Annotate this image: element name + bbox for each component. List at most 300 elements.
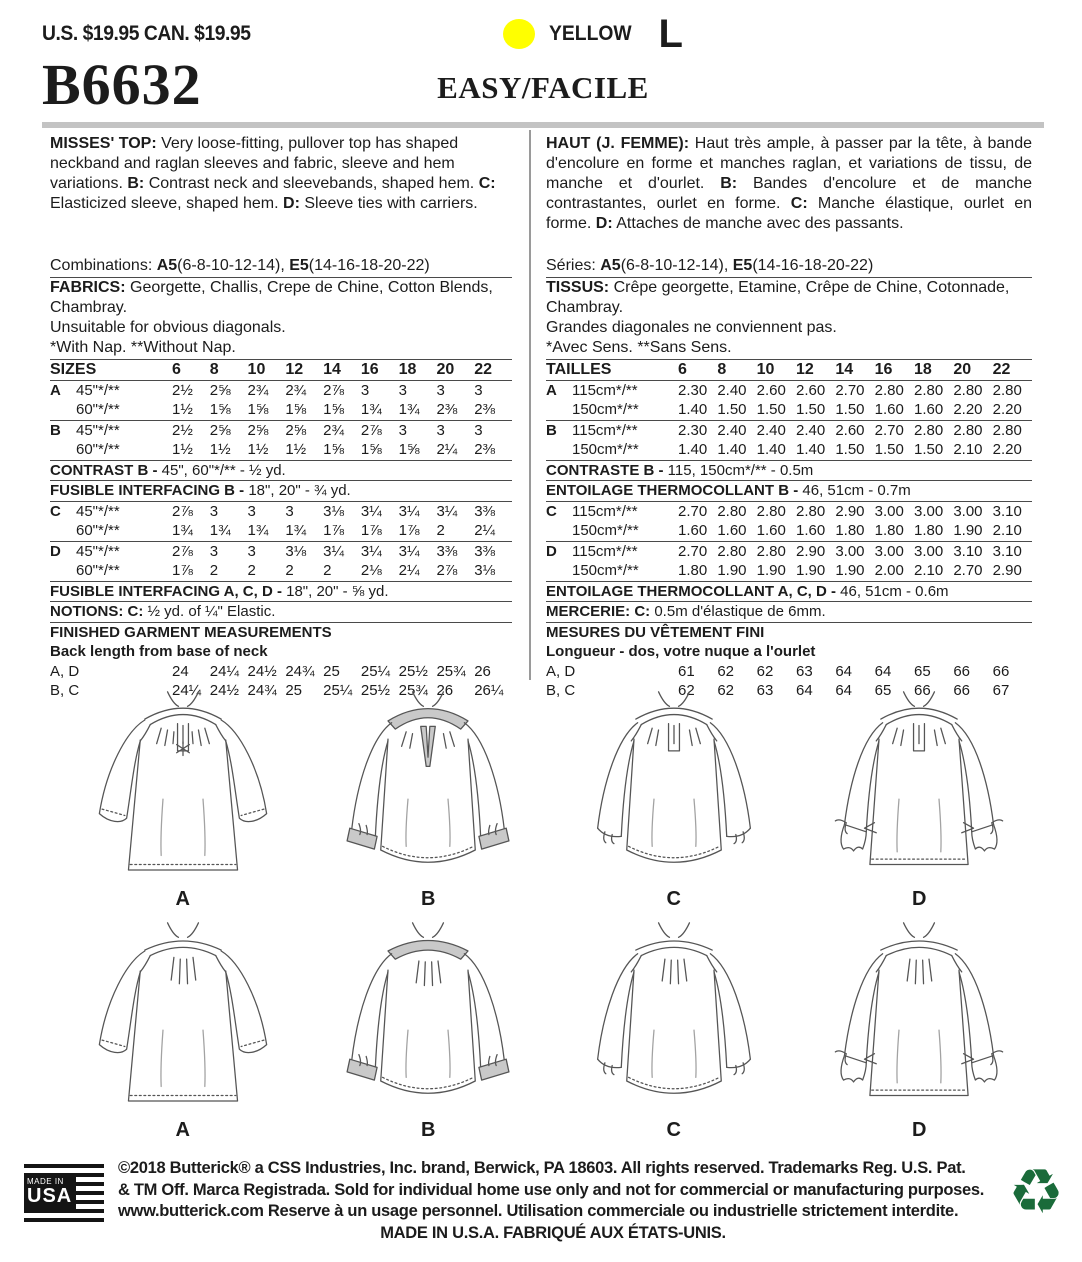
table-note [50, 582, 512, 602]
width-label: 150cm*/** [572, 401, 639, 418]
measure-value: 24 [172, 662, 189, 680]
text-segment: FUSIBLE INTERFACING A, C, D - [50, 582, 287, 600]
text-segment: *With Nap. **Without Nap. [50, 339, 236, 356]
measure-value: 64 [835, 662, 853, 680]
yardage-value: 3¼ [323, 542, 344, 560]
text-segment: Back length from base of neck [50, 643, 268, 660]
text-segment: NOTIONS: C: [50, 603, 144, 620]
yardage-value: 2⅜ [436, 401, 458, 418]
view-label: B [421, 888, 436, 910]
footer [24, 1158, 1072, 1254]
column-header: 12 [285, 361, 304, 378]
text-segment: (6-8-10-12-14), [620, 257, 733, 274]
text-segment: ENTOILAGE THERMOCOLLANT B - [546, 482, 803, 499]
text-segment: 45", 60"*/** - ½ yd. [161, 461, 286, 479]
yardage-value: 2⅝ [285, 421, 307, 439]
yardage-value: 1.40 [795, 441, 826, 458]
column-divider [529, 130, 531, 680]
yardage-value: 2.30 [678, 421, 708, 439]
text-segment: TISSUS: [546, 279, 610, 296]
measure-value: 24½ [209, 682, 239, 699]
unsuitable-en [50, 318, 512, 338]
measure-value: 66 [953, 662, 971, 680]
text-segment: Very loose-fitting, pullover top has shaped neckband and raglan sleeves and fabric, sleeve and hem variations. [50, 135, 459, 192]
yardage-value: 3.10 [953, 542, 983, 560]
column-header: 8 [209, 361, 219, 378]
combinations-fr [546, 256, 1032, 278]
text-segment: FABRICS: [50, 279, 126, 296]
yardage-value: 3 [474, 421, 483, 439]
view-letter: B [50, 421, 61, 439]
yardage-value: 1.90 [717, 562, 747, 579]
yardage-value: 2.00 [874, 562, 904, 579]
yardage-value: 1½ [172, 401, 193, 418]
table-row [50, 521, 512, 542]
yardage-value: 2.80 [717, 502, 747, 520]
description-fr [546, 134, 1032, 256]
text-segment: Elasticized sleeve, shaped hem. [50, 195, 284, 212]
yardage-value: 3⅛ [323, 502, 344, 520]
measure-value: 66 [913, 682, 931, 699]
text-segment: CONTRAST B - [50, 461, 162, 479]
table-row [546, 440, 1032, 461]
measure-value: 25¼ [323, 682, 353, 699]
width-label: 115cm*/** [572, 542, 638, 560]
english-column [50, 134, 512, 701]
yardage-value: 1¾ [398, 401, 420, 418]
measure-value: 26 [474, 662, 491, 680]
yardage-value: 3 [209, 542, 219, 560]
view-label: A [175, 1119, 190, 1141]
text-segment: ½ yd. of ¼" Elastic. [143, 603, 276, 620]
yardage-value: 1.40 [717, 441, 747, 458]
yardage-value: 1⅞ [172, 562, 193, 579]
yardage-value: 1⅝ [323, 441, 344, 458]
table-row [50, 440, 512, 461]
yardage-value: 2.80 [874, 381, 904, 399]
view-label: B [421, 1119, 436, 1141]
yardage-value: 3.00 [913, 502, 944, 520]
view-label: D [912, 888, 927, 910]
yardage-value: 2.80 [795, 502, 826, 520]
yardage-value: 1.60 [717, 522, 747, 539]
yardage-value: 3 [474, 381, 483, 399]
nap-note-fr [546, 338, 1032, 358]
yardage-value: 2.10 [913, 562, 944, 579]
table-heading [50, 623, 512, 643]
yardage-value: 1.50 [874, 441, 904, 458]
yardage-value: 1⅝ [209, 401, 231, 418]
width-label: 60"*/** [76, 441, 120, 458]
yardage-value: 2 [323, 562, 332, 579]
text-segment: E5 [289, 257, 309, 274]
yardage-value: 2.10 [953, 441, 983, 458]
measure-value: 63 [795, 662, 813, 680]
table-row [546, 642, 1032, 662]
text-segment: www.butterick.com [118, 1202, 264, 1220]
text-segment: & TM Off. Marca Registrada. Sold for individual home use only and not for commercial or manufacturing purposes. [118, 1180, 985, 1199]
yardage-value: 3 [285, 502, 294, 520]
width-label: 150cm*/** [572, 522, 639, 539]
yardage-value: 2⅞ [172, 502, 193, 520]
blouse-b-front-drawing [315, 690, 541, 890]
yardage-value: 3⅜ [436, 542, 458, 560]
table-row [50, 623, 512, 643]
view-d-back [797, 921, 1043, 1152]
text-segment: CONTRASTE B - [546, 461, 668, 479]
yardage-value: 1.50 [913, 441, 944, 458]
yardage-value: 1½ [247, 441, 269, 458]
yardage-value: 2 [436, 522, 445, 539]
measure-value: 25¾ [398, 682, 428, 699]
yardage-value: 2.30 [678, 381, 708, 399]
table-row [546, 521, 1032, 542]
yardage-value: 2 [285, 562, 294, 579]
yardage-value: 3 [398, 381, 407, 399]
text-segment: C: [478, 175, 496, 192]
yardage-value: 2¾ [247, 381, 269, 399]
width-label: 115cm*/** [572, 381, 638, 399]
column-header: TAILLES [546, 361, 612, 378]
blouse-d-back-drawing [806, 921, 1032, 1121]
column-header: 8 [717, 361, 727, 378]
yardage-value: 2.70 [835, 381, 865, 399]
text-segment: 0.5m d'élastique de 6mm. [650, 603, 826, 620]
text-segment: Bandes d'encolure et de manche contrastantes, ourlet en forme. [546, 175, 1032, 212]
column-header: 6 [172, 361, 181, 378]
width-label: 115cm*/** [572, 502, 638, 520]
measure-value: 65 [874, 682, 892, 699]
yardage-value: 1.80 [874, 522, 904, 539]
yardage-value: 2.20 [992, 441, 1022, 458]
size-letter: L [658, 12, 683, 56]
yardage-value: 2.80 [717, 542, 747, 560]
table-heading [50, 642, 512, 662]
color-name: YELLOW [548, 22, 632, 45]
view-c-front [551, 690, 797, 921]
yardage-value: 1⅝ [360, 441, 382, 458]
yardage-value: 2.80 [992, 421, 1022, 439]
yardage-value: 1.50 [835, 441, 865, 458]
text-segment: C: [790, 195, 808, 212]
column-header: 12 [795, 361, 814, 378]
yardage-value: 3.00 [874, 502, 904, 520]
table-row [50, 642, 512, 662]
yardage-value: 3⅛ [474, 562, 496, 579]
yardage-value: 2.90 [992, 562, 1022, 579]
view-letter: B [546, 421, 557, 439]
table-row [50, 461, 512, 482]
yardage-value: 2.80 [992, 381, 1022, 399]
text-segment: Reserve à un usage personnel. Utilisation commerciale ou industrielle strictement interdite. [263, 1202, 959, 1220]
yardage-value: 3 [247, 502, 256, 520]
yardage-value: 1⅞ [398, 522, 420, 539]
text-segment: Longueur - dos, votre nuque a l'ourlet [546, 643, 816, 660]
yardage-value: 1.40 [678, 441, 708, 458]
table-row [546, 481, 1032, 502]
measure-value: 61 [678, 662, 695, 680]
text-segment: D: [283, 195, 300, 212]
legal-line-4 [118, 1223, 988, 1245]
measure-value: 25 [285, 682, 303, 699]
yardage-value: 2.60 [795, 381, 826, 399]
view-a-back [60, 921, 306, 1152]
table-note [50, 481, 512, 501]
text-segment: FUSIBLE INTERFACING B - [50, 482, 249, 499]
yardage-value: 3.00 [835, 542, 865, 560]
measure-value: 26¼ [474, 682, 504, 699]
yardage-value: 3 [398, 421, 407, 439]
blouse-d-front-drawing [806, 690, 1032, 890]
yardage-value: 2.80 [913, 421, 944, 439]
text-segment: 46, 51cm - 0.6m [840, 582, 949, 600]
yardage-value: 1.80 [835, 522, 865, 539]
description-en [50, 134, 512, 256]
table-row [50, 381, 512, 401]
table-row [546, 542, 1032, 562]
yardage-value: 3⅜ [474, 502, 496, 520]
measure-value: 26 [436, 682, 454, 699]
usa-logo-bottom-text: USA [27, 1184, 73, 1207]
table-row [50, 602, 512, 623]
price-text: U.S. $19.95 CAN. $19.95 [42, 22, 251, 45]
table-row [50, 662, 512, 682]
yardage-value: 2½ [172, 381, 193, 399]
yardage-value: 3¼ [398, 542, 420, 560]
measure-value: 64 [835, 682, 853, 699]
yardage-value: 3⅛ [285, 542, 307, 560]
measure-value: 62 [717, 662, 735, 680]
column-header: 20 [436, 361, 455, 378]
yardage-value: 2.40 [795, 421, 826, 439]
view-letter: A [50, 381, 61, 399]
column-header: 10 [247, 361, 266, 378]
column-header: 22 [474, 361, 493, 378]
text-segment: 115, 150cm*/** - 0.5m [667, 461, 814, 479]
yardage-value: 2½ [172, 421, 193, 439]
yardage-value: 1½ [285, 441, 307, 458]
back-views-row [60, 921, 1042, 1152]
yardage-value: 2.80 [913, 381, 944, 399]
blouse-c-back-drawing [561, 921, 787, 1121]
yardage-value: 2⅝ [247, 421, 269, 439]
yardage-value: 1⅝ [398, 441, 420, 458]
measure-value: 65 [913, 662, 931, 680]
text-segment: MERCERIE: C: [546, 603, 651, 620]
measure-value: 62 [678, 682, 695, 699]
column-header: 18 [913, 361, 932, 378]
measure-value: 24¼ [172, 682, 202, 699]
measure-value: 25¼ [360, 662, 391, 680]
width-label: 45"*/** [76, 381, 120, 399]
text-segment: MESURES DU VÊTEMENT FINI [546, 623, 765, 641]
recycle-icon: ♻ [1008, 1158, 1064, 1227]
text-segment: Combinations: [50, 257, 157, 274]
table-row [50, 400, 512, 421]
table-heading [546, 623, 1032, 643]
text-segment: ENTOILAGE THERMOCOLLANT A, C, D - [546, 582, 841, 600]
column-header: SIZES [50, 361, 97, 378]
text-segment: Attaches de manche avec des passants. [612, 215, 904, 232]
text-segment: Contrast neck and sleevebands, shaped hem. [144, 175, 479, 192]
yardage-value: 1.80 [913, 522, 944, 539]
yardage-value: 1⅞ [360, 522, 382, 539]
garment-illustrations [60, 690, 1042, 1152]
column-header: 20 [953, 361, 972, 378]
yardage-value: 2.70 [678, 542, 708, 560]
view-d-front [797, 690, 1043, 921]
width-label: 60"*/** [76, 562, 120, 579]
yardage-value: 1.90 [835, 562, 865, 579]
text-segment: A5 [600, 257, 621, 274]
measure-value: 25½ [398, 662, 428, 680]
yardage-value: 1.40 [678, 401, 708, 418]
yardage-value: 3 [247, 542, 256, 560]
blouse-a-back-drawing [70, 921, 296, 1121]
yardage-value: 1½ [209, 441, 231, 458]
yardage-value: 2⅜ [474, 441, 496, 458]
measure-label: A, D [50, 662, 80, 680]
table-row [546, 421, 1032, 441]
yardage-value: 2.60 [756, 381, 786, 399]
yardage-value: 2¼ [398, 562, 420, 579]
yardage-value: 1¾ [360, 401, 382, 418]
yardage-value: 3¼ [360, 542, 382, 560]
blouse-c-front-drawing [561, 690, 787, 890]
view-letter: A [546, 381, 557, 399]
measure-value: 66 [953, 682, 971, 699]
text-segment: Manche élastique, ourlet en forme. [546, 195, 1032, 232]
yardage-value: 2⅝ [209, 381, 231, 399]
yardage-value: 2⅜ [474, 401, 496, 418]
text-segment: Sleeve ties with carriers. [299, 195, 478, 212]
yardage-value: 1.50 [756, 401, 786, 418]
table-row [546, 400, 1032, 421]
view-label: D [912, 1119, 927, 1141]
yardage-value: 1¾ [247, 522, 269, 539]
yardage-table-fr [546, 359, 1032, 701]
text-segment: MISSES' TOP: [50, 135, 157, 152]
yardage-value: 1.60 [795, 522, 826, 539]
width-label: 45"*/** [76, 502, 120, 520]
table-row [546, 582, 1032, 603]
table-row [50, 561, 512, 582]
yardage-value: 1⅝ [247, 401, 269, 418]
table-note [546, 582, 1032, 602]
text-segment: Haut très ample, à passer par la tête, à bande d'encolure en forme et manches raglan, et variations de tissu, de manche et d'ourlet. [546, 135, 1032, 192]
table-row [50, 481, 512, 502]
table-row [546, 461, 1032, 482]
text-segment: HAUT (J. FEMME): [546, 135, 690, 152]
color-dot-icon [503, 19, 535, 49]
table-row [546, 602, 1032, 623]
column-header: 18 [398, 361, 417, 378]
column-header: 14 [835, 361, 854, 378]
text-segment: A5 [156, 257, 178, 274]
view-a-front [60, 690, 306, 921]
measure-value: 64 [874, 662, 892, 680]
measure-value: 63 [756, 682, 774, 699]
measure-value: 64 [795, 682, 813, 699]
yardage-value: 1⅝ [285, 401, 307, 418]
measure-value: 62 [717, 682, 735, 699]
yardage-value: 1.50 [717, 401, 747, 418]
fabrics-en [50, 278, 512, 318]
column-header: 22 [992, 361, 1011, 378]
table-heading [546, 642, 1032, 662]
text-segment: Georgette, Challis, Crepe de Chine, Cotton Blends, Chambray. [50, 279, 493, 316]
text-segment: (6-8-10-12-14), [177, 257, 290, 274]
text-segment: Berwick, PA 18603. All rights reserved. Trademarks Reg. U.S. Pat. [469, 1159, 966, 1177]
yardage-table-en [50, 359, 512, 701]
table-note [546, 481, 1032, 501]
yardage-value: 1½ [172, 441, 193, 458]
table-row [546, 561, 1032, 582]
yardage-value: 2¾ [285, 381, 307, 399]
yardage-value: 2⅝ [209, 421, 231, 439]
width-label: 45"*/** [76, 421, 120, 439]
text-segment: B: [127, 175, 145, 192]
yardage-value: 1¾ [209, 522, 231, 539]
yardage-value: 2.80 [756, 502, 786, 520]
yardage-value: 2.70 [953, 562, 983, 579]
blouse-a-front-drawing [70, 690, 296, 890]
yardage-value: 2.10 [992, 522, 1022, 539]
yardage-value: 2.40 [717, 421, 747, 439]
view-label: A [175, 888, 190, 910]
yardage-value: 1.40 [756, 441, 786, 458]
yardage-value: 2¼ [474, 522, 496, 539]
yardage-value: 2⅛ [360, 562, 382, 579]
french-column [546, 134, 1032, 701]
text-segment: B: [720, 175, 738, 192]
text-columns [42, 134, 1044, 699]
view-letter: D [50, 542, 61, 560]
measure-value: 67 [992, 682, 1010, 699]
view-b-front [306, 690, 552, 921]
combinations-en [50, 256, 512, 278]
blouse-b-back-drawing [315, 921, 541, 1121]
yardage-value: 3.00 [874, 542, 904, 560]
table-row [546, 662, 1032, 682]
text-segment: ©2018 [118, 1159, 170, 1177]
text-segment: 18", 20" - ⅝ yd. [286, 582, 389, 600]
yardage-value: 2.70 [678, 502, 708, 520]
yardage-value: 3 [209, 502, 219, 520]
view-label: C [666, 888, 681, 910]
text-segment: 18", 20" - ¾ yd. [248, 482, 351, 499]
yardage-value: 1¾ [172, 522, 193, 539]
made-in-usa-logo [24, 1164, 104, 1222]
measure-value: 24¾ [247, 682, 277, 699]
yardage-value: 2.20 [953, 401, 983, 418]
yardage-value: 2.70 [874, 421, 904, 439]
text-segment: *Avec Sens. **Sans Sens. [546, 339, 732, 356]
view-letter: C [546, 502, 557, 520]
text-segment: D: [595, 215, 613, 232]
table-row [546, 502, 1032, 522]
yardage-value: 3 [360, 381, 370, 399]
table-note [546, 461, 1032, 481]
yardage-value: 2.40 [717, 381, 747, 399]
legal-line-1 [118, 1158, 988, 1180]
column-header: 10 [756, 361, 775, 378]
column-header: 16 [360, 361, 379, 378]
yardage-value: 3.10 [992, 502, 1022, 520]
text-segment: 46, 51cm - 0.7m [802, 482, 911, 499]
yardage-value: 1.90 [756, 562, 786, 579]
measure-label: A, D [546, 662, 576, 680]
